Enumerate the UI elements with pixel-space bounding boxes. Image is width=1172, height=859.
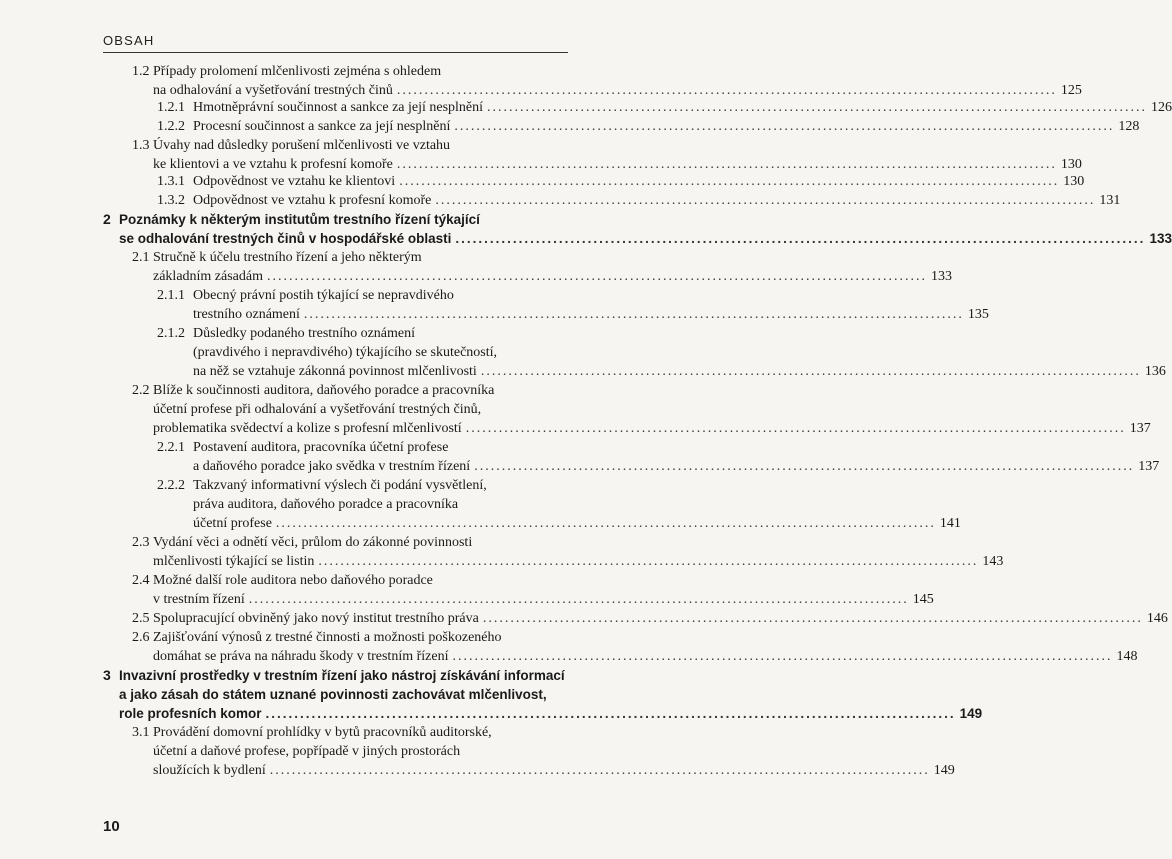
entry-page-number: 146	[1146, 611, 1168, 626]
entry-title-line: problematika svědectví a kolize s profesní mlčenlivostí	[153, 421, 462, 436]
entry-number: 2.6	[132, 630, 150, 645]
entry-number: 3	[103, 667, 111, 683]
dot-leader: ........................................................................................................................	[487, 100, 1148, 115]
running-header: OBSAH	[103, 33, 155, 48]
entry-title-line: se odhalování trestných činů v hospodářské oblasti	[119, 231, 452, 246]
page-number: 10	[103, 818, 120, 835]
entry-title-line: účetní profese	[193, 516, 272, 531]
entry-title-line: Invazivní prostředky v trestním řízení jako nástroj získávání informací	[119, 668, 565, 683]
entry-title-line: Takzvaný informativní výslech či podání vysvětlení,	[193, 478, 487, 493]
toc-entry	[157, 438, 1160, 476]
entry-title-line: trestního oznámení	[193, 307, 300, 322]
toc-entry	[157, 476, 961, 533]
entry-page-number: 137	[1129, 421, 1151, 436]
entry-page-number: 148	[1116, 649, 1138, 664]
entry-page-number: 126	[1151, 100, 1172, 115]
entry-page-number: 130	[1063, 174, 1085, 189]
entry-number: 2.2.2	[157, 478, 185, 493]
entry-title-line: Případy prolomení mlčenlivosti zejména s ohledem	[153, 64, 442, 79]
toc-entry	[132, 571, 934, 609]
entry-title-line: sloužících k bydlení	[153, 763, 266, 778]
dot-leader: ........................................................................................................................	[265, 706, 956, 721]
toc-entry	[132, 723, 955, 780]
entry-number: 1.2.1	[157, 100, 185, 115]
entry-page-number: 133	[931, 269, 953, 284]
dot-leader: ........................................................................................................................	[399, 174, 1060, 189]
entry-title-line: Obecný právní postih týkající se nepravdivého	[193, 288, 454, 303]
entry-title-line: v trestním řízení	[153, 592, 245, 607]
entry-page-number: 137	[1138, 459, 1160, 474]
dot-leader: ........................................................................................................................	[396, 157, 1057, 172]
entry-title-line: Hmotněprávní součinnost a sankce za její nesplnění	[193, 100, 484, 115]
toc-entry	[132, 62, 1082, 100]
toc-chapter-entry	[103, 210, 1172, 248]
entry-title-line: a daňového poradce jako svědka v trestním řízení	[193, 459, 471, 474]
dot-leader: ........................................................................................................................	[275, 516, 936, 531]
entry-number: 1.2	[132, 64, 150, 79]
entry-title-line: na něž se vztahuje zákonná povinnost mlčenlivosti	[193, 364, 477, 379]
entry-title-line: a jako zásah do státem uznané povinnosti zachovávat mlčenlivost,	[119, 687, 547, 702]
entry-number: 1.3	[132, 138, 150, 153]
entry-number: 2.4	[132, 573, 150, 588]
entry-page-number: 133	[1149, 231, 1172, 246]
toc-entry	[157, 117, 1140, 136]
entry-title-line: na odhalování a vyšetřování trestných činů	[153, 83, 393, 98]
entry-title-line: Vydání věci a odnětí věci, průlom do zákonné povinnosti	[153, 535, 473, 550]
entry-title-line: Zajišťování výnosů z trestné činnosti a možnosti poškozeného	[153, 630, 502, 645]
entry-page-number: 136	[1144, 364, 1166, 379]
header-rule	[103, 52, 568, 53]
entry-title-line: Postavení auditora, pracovníka účetní profese	[193, 440, 449, 455]
entry-title-line: účetní a daňové profese, popřípadě v jiných prostorách	[153, 744, 461, 759]
toc-entry	[157, 286, 989, 324]
entry-page-number: 141	[939, 516, 961, 531]
entry-number: 2.3	[132, 535, 150, 550]
dot-leader: ........................................................................................................................	[454, 119, 1115, 134]
entry-page-number: 135	[967, 307, 989, 322]
entry-page-number: 125	[1060, 83, 1082, 98]
entry-number: 2	[103, 211, 111, 227]
entry-number: 2.1.1	[157, 288, 185, 303]
dot-leader: ........................................................................................................................	[480, 364, 1141, 379]
dot-leader: ........................................................................................................................	[455, 231, 1146, 246]
entry-number: 1.3.1	[157, 174, 185, 189]
entry-title-line: Blíže k součinnosti auditora, daňového poradce a pracovníka	[153, 383, 495, 398]
toc-entry	[132, 248, 953, 286]
entry-number: 2.5	[132, 611, 150, 626]
toc-entry	[157, 191, 1121, 210]
dot-leader: ........................................................................................................................	[267, 269, 928, 284]
entry-page-number: 143	[982, 554, 1004, 569]
entry-title-line: Spolupracující obviněný jako nový institut trestního práva	[153, 611, 479, 626]
entry-number: 2.2.1	[157, 440, 185, 455]
entry-title-line: Odpovědnost ve vztahu k profesní komoře	[193, 193, 432, 208]
entry-page-number: 149	[933, 763, 955, 778]
toc-entry	[157, 172, 1085, 191]
entry-title-line: Procesní součinnost a sankce za její nesplnění	[193, 119, 451, 134]
entry-title-line: ke klientovi a ve vztahu k profesní komoře	[153, 157, 393, 172]
entry-page-number: 149	[959, 706, 983, 721]
entry-title-line: účetní profese při odhalování a vyšetřování trestných činů,	[153, 402, 482, 417]
toc-entry	[132, 609, 1168, 628]
toc-entry	[157, 324, 1166, 381]
dot-leader: ........................................................................................................................	[435, 193, 1096, 208]
dot-leader: ........................................................................................................................	[396, 83, 1057, 98]
dot-leader: ........................................................................................................................	[482, 611, 1143, 626]
entry-title-line: Úvahy nad důsledky porušení mlčenlivosti ve vztahu	[153, 138, 451, 153]
entry-page-number: 145	[912, 592, 934, 607]
entry-page-number: 131	[1099, 193, 1121, 208]
dot-leader: ........................................................................................................................	[452, 649, 1113, 664]
dot-leader: ........................................................................................................................	[303, 307, 964, 322]
entry-title-line: (pravdivého i nepravdivého) týkajícího se skutečností,	[193, 345, 498, 360]
entry-title-line: Stručně k účelu trestního řízení a jeho některým	[153, 250, 422, 265]
toc-entry	[132, 628, 1138, 666]
dot-leader: ........................................................................................................................	[474, 459, 1135, 474]
toc-entry	[132, 533, 1004, 571]
entry-title-line: Odpovědnost ve vztahu ke klientovi	[193, 174, 396, 189]
dot-leader: ........................................................................................................................	[465, 421, 1126, 436]
entry-title-line: práva auditora, daňového poradce a pracovníka	[193, 497, 459, 512]
entry-number: 1.3.2	[157, 193, 185, 208]
entry-number: 2.1	[132, 250, 150, 265]
entry-title-line: Důsledky podaného trestního oznámení	[193, 326, 416, 341]
dot-leader: ........................................................................................................................	[318, 554, 979, 569]
entry-number: 2.2	[132, 383, 150, 398]
entry-title-line: Poznámky k některým institutům trestního řízení týkající	[119, 212, 480, 227]
entry-title-line: role profesních komor	[119, 706, 262, 721]
entry-page-number: 130	[1060, 157, 1082, 172]
entry-title-line: základním zásadám	[153, 269, 264, 284]
entry-number: 2.1.2	[157, 326, 185, 341]
entry-title-line: mlčenlivosti týkající se listin	[153, 554, 315, 569]
dot-leader: ........................................................................................................................	[269, 763, 930, 778]
toc-chapter-entry	[103, 666, 983, 723]
entry-number: 3.1	[132, 725, 150, 740]
entry-title-line: domáhat se práva na náhradu škody v trestním řízení	[153, 649, 449, 664]
toc-entry	[132, 136, 1082, 174]
entry-title-line: Provádění domovní prohlídky v bytů pracovníků auditorské,	[153, 725, 492, 740]
entry-page-number: 128	[1118, 119, 1140, 134]
dot-leader: ........................................................................................................................	[248, 592, 909, 607]
entry-number: 1.2.2	[157, 119, 185, 134]
toc-entry	[132, 381, 1151, 438]
toc-entry	[157, 98, 1172, 117]
entry-title-line: Možné další role auditora nebo daňového poradce	[153, 573, 433, 588]
